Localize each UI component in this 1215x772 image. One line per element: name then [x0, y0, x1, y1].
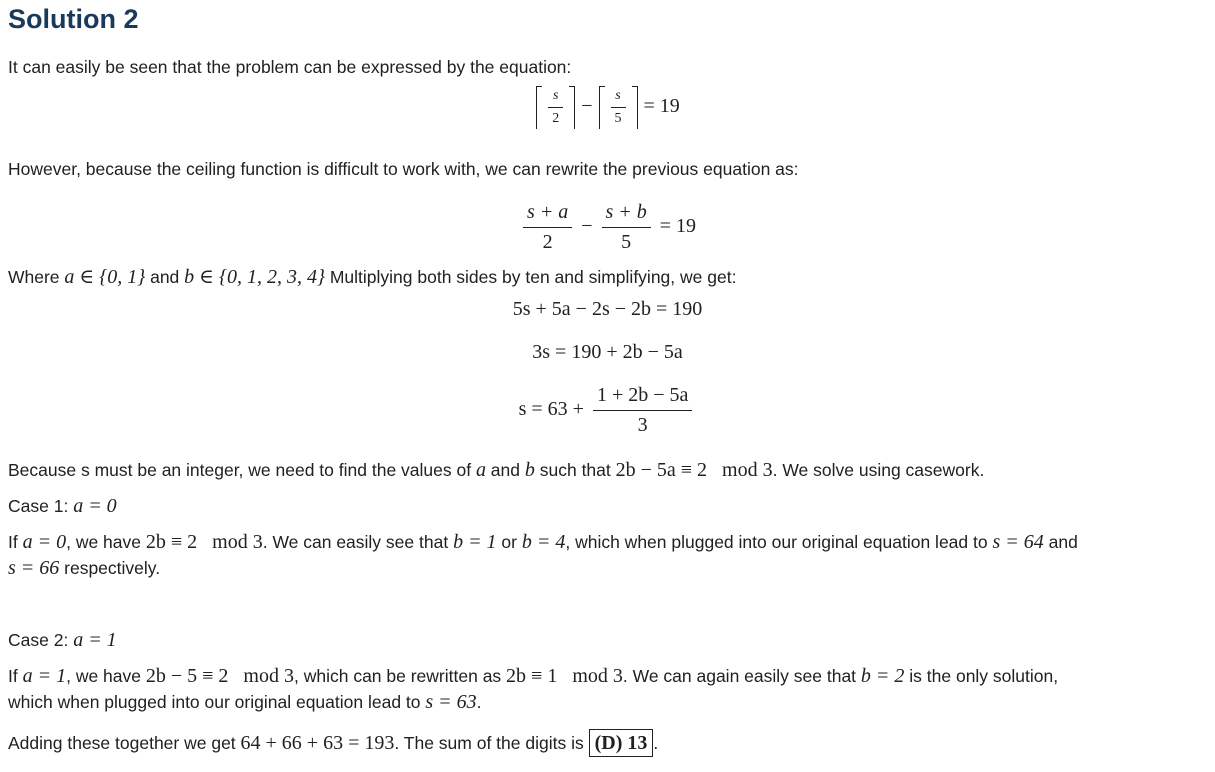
- answer-box: (D) 13: [589, 729, 654, 757]
- because-paragraph: Because s must be an integer, we need to find the values of a and b such that 2b − 5a ≡ 2 mod 3. We solve using casework.: [8, 459, 985, 481]
- section-title: Solution 2: [8, 4, 139, 34]
- equation-fractions: $\frac{s + a}{2}$ − $\frac{s + b}{5}$ = 19: [0, 201, 1215, 254]
- ceil-s-over-5: $\frac{s}{5}$: [598, 88, 639, 127]
- case1-paragraph-line1: If a = 0, we have 2b ≡ 2 mod 3. We can easily see that b = 1 or b = 4, which when plugged into our original equation lead to s = 64 and: [8, 531, 1078, 553]
- however-paragraph: However, because the ceiling function is difficult to work with, we can rewrite the previous equation as:: [8, 159, 799, 179]
- case1-paragraph-line2: s = 66 respectively.: [8, 557, 161, 579]
- equation-expanded: 5s + 5a − 2s − 2b = 190: [512, 298, 703, 320]
- case2-heading: Case 2: a = 1: [8, 629, 117, 651]
- final-paragraph: Adding these together we get 64 + 66 + 63 = 193. The sum of the digits is (D) 13 .: [8, 729, 658, 757]
- intro-paragraph: It can easily be seen that the problem can be expressed by the equation:: [8, 57, 572, 77]
- equation-ceiling: $\frac{s}{2}$ − $\frac{s}{5}$ = 19: [0, 88, 1215, 127]
- case2-paragraph-line1: If a = 1, we have 2b − 5 ≡ 2 mod 3, which can be rewritten as 2b ≡ 1 mod 3. We can again easily see that b = 2 is the only solution,: [8, 665, 1059, 687]
- where-paragraph: Where a ∈ {0, 1} and b ∈ {0, 1, 2, 3, 4} Multiplying both sides by ten and simplifying, we get:: [8, 266, 737, 288]
- case2-paragraph-line2: which when plugged into our original equation lead to s = 63.: [8, 691, 482, 713]
- equation-s-value: s = 63 + $\frac{1 + 2b - 5a}{3}$: [0, 384, 1215, 437]
- case1-heading: Case 1: a = 0: [8, 495, 117, 517]
- ceil-s-over-2: $\frac{s}{2}$: [535, 88, 576, 127]
- equation-3s: 3s = 190 + 2b − 5a: [532, 341, 683, 363]
